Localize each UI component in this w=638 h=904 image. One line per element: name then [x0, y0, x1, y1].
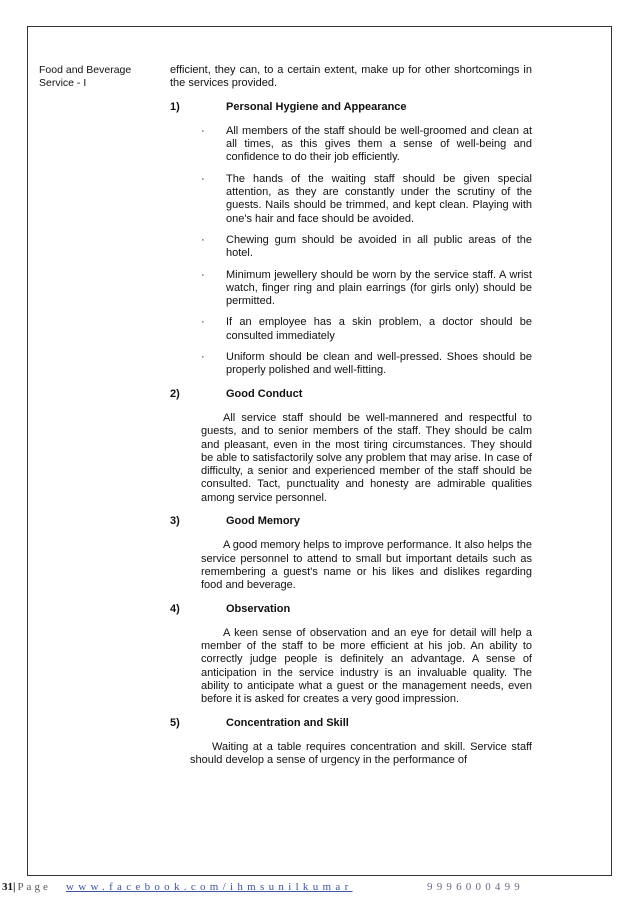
- bullet-mark: ·: [201, 268, 205, 281]
- section-number: 4): [170, 602, 180, 615]
- section-paragraph: A keen sense of observation and an eye for detail will help a member of the staff to be more efficient at his job. An ability to correctly judge people is definitely an advantage. A sense of anticipation in the service industry is an invaluable quality. The ability to anticipate what a guest or the management needs, even before it is asked for creates a very good impression.: [201, 626, 532, 706]
- page-label: Page: [17, 881, 51, 893]
- section-heading: [170, 603, 532, 616]
- section-title: Concentration and Skill: [226, 716, 349, 729]
- bullet-mark: ·: [201, 172, 205, 185]
- bullet-mark: ·: [201, 233, 205, 246]
- section-concentration: [170, 717, 532, 768]
- intro-paragraph: efficient, they can, to a certain extent, make up for other shortcomings in the services provided.: [170, 64, 532, 90]
- section-paragraph: A good memory helps to improve performance. It also helps the service personnel to attend to small but important details such as remembering a guest's name or his likes and dislikes regarding food and beverage.: [201, 539, 532, 592]
- bullet-text: The hands of the waiting staff should be given special attention, as they are constantly under the scrutiny of the guests. Nails should be trimmed, and kept clean. Playing with one's hair and face should be avoided.: [226, 172, 532, 225]
- list-item: [170, 173, 532, 226]
- section-title: Good Conduct: [226, 387, 303, 400]
- section-title: Personal Hygiene and Appearance: [226, 100, 407, 113]
- margin-note-line1: Food and Beverage: [39, 64, 132, 76]
- section-paragraph: Waiting at a table requires concentration and skill. Service staff should develop a sense of urgency in the performance of: [190, 740, 532, 767]
- list-item: [170, 316, 532, 343]
- section-number: 2): [170, 387, 180, 400]
- bullet-text: Uniform should be clean and well-pressed. Shoes should be properly polished and well-fitting.: [226, 351, 532, 377]
- list-item: [170, 269, 532, 309]
- facebook-link[interactable]: www.facebook.com/ihmsunilkumar: [66, 881, 353, 893]
- margin-note-line2: Service - I: [39, 77, 87, 89]
- section-heading: [170, 388, 532, 401]
- bullet-text: Minimum jewellery should be worn by the service staff. A wrist watch, finger ring and plain earrings (for girls only) should be permitted.: [226, 268, 532, 308]
- section-heading: [170, 515, 532, 528]
- bullet-mark: ·: [201, 351, 205, 364]
- page-number: 31: [2, 881, 13, 893]
- section-number: 5): [170, 716, 180, 729]
- section-number: 3): [170, 515, 180, 528]
- phone-number: 9996000499: [427, 881, 524, 893]
- list-item: [170, 234, 532, 261]
- bullet-list: [170, 125, 532, 378]
- bullet-mark: ·: [201, 124, 205, 137]
- list-item: [170, 351, 532, 378]
- section-title: Good Memory: [226, 515, 300, 528]
- bullet-text: All members of the staff should be well-groomed and clean at all times, as this gives them a sense of well-being and confidence to do their job efficiently.: [226, 124, 532, 164]
- section-good-conduct: [170, 388, 532, 505]
- section-heading: [170, 101, 532, 114]
- section-observation: [170, 603, 532, 707]
- bullet-mark: ·: [201, 316, 205, 329]
- margin-note: [39, 64, 149, 90]
- bullet-text: Chewing gum should be avoided in all public areas of the hotel.: [226, 233, 532, 260]
- section-paragraph: All service staff should be well-mannered and respectful to guests, and to senior members of the staff. They should be calm and pleasant, even in the most tiring circumstances. They should be able to satisfactorily solve any problem that may arise. In case of difficulty, a senior and experienced member of the staff should be consulted. Tact, punctuality and honesty are admirable qualities among service personnel.: [201, 411, 532, 504]
- list-item: [170, 125, 532, 165]
- section-personal-hygiene: [170, 101, 532, 378]
- page-separator: |: [13, 881, 16, 893]
- bullet-text: If an employee has a skin problem, a doctor should be consulted immediately: [226, 316, 532, 342]
- page-footer: [2, 879, 638, 895]
- main-content: [170, 64, 532, 767]
- section-title: Observation: [226, 602, 291, 615]
- section-number: 1): [170, 100, 180, 113]
- section-heading: [170, 717, 532, 730]
- section-good-memory: [170, 515, 532, 592]
